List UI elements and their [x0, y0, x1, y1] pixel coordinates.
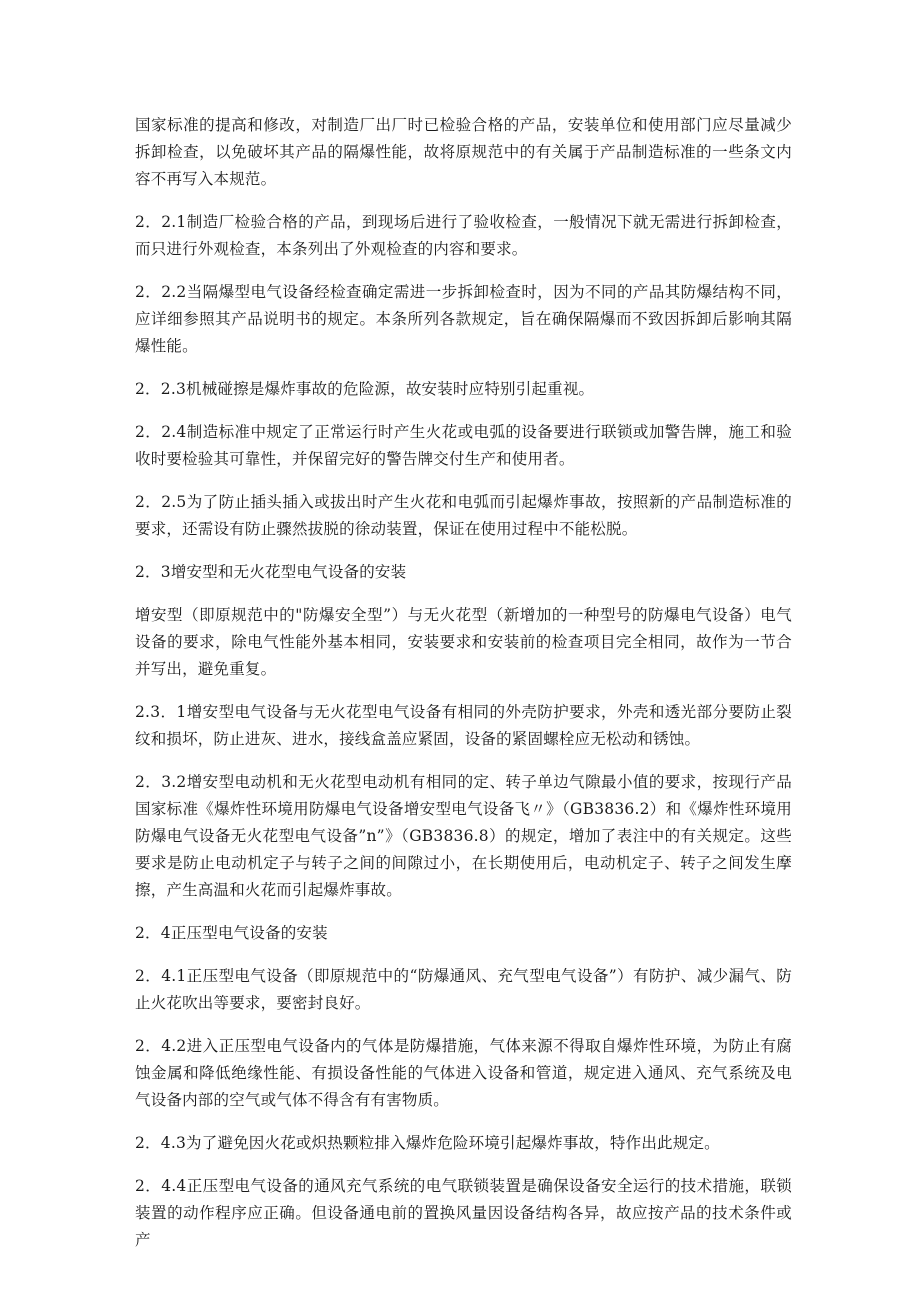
paragraph-2-3-1: 2.3．1增安型电气设备与无火花型电气设备有相同的外壳防护要求，外壳和透光部分要防止裂纹和损坏，防止进灰、进水，接线盒盖应紧固，设备的紧固螺栓应无松动和锈蚀。 [135, 703, 792, 748]
paragraph-2-4-2: 2．4.2进入正压型电气设备内的气体是防爆措施，气体来源不得取自爆炸性环境，为防止有腐蚀金属和降低绝缘性能、有损设备性能的气体进入设备和管道，规定进入通风、充气系统及电气设备内部的空气或气体不得含有有害物质。 [135, 1037, 792, 1109]
paragraph-2-2-4: 2．2.4制造标准中规定了正常运行时产生火花或电弧的设备要进行联锁或加警告牌，施工和验收时要检验其可靠性，并保留完好的警告牌交付生产和使用者。 [135, 423, 792, 468]
paragraph-2-4-4: 2．4.4正压型电气设备的通风充气系统的电气联锁装置是确保设备安全运行的技术措施，联锁装置的动作程序应正确。但设备通电前的置换风量因设备结构各异，故应按产品的技术条件或产 [135, 1177, 792, 1249]
section-heading-2-3: 2．3增安型和无火花型电气设备的安装 [135, 563, 407, 581]
paragraph-2-2-3: 2．2.3机械碰擦是爆炸事故的危险源，故安装时应特别引起重视。 [135, 380, 595, 398]
paragraph-2-2-2: 2．2.2当隔爆型电气设备经检查确定需进一步拆卸检查时，因为不同的产品其防爆结构不同，应详细参照其产品说明书的规定。本条所列各款规定，旨在确保隔爆而不致因拆卸后影响其隔爆性能。 [135, 283, 792, 355]
paragraph-2-4-1: 2．4.1正压型电气设备（即原规范中的“防爆通风、充气型电气设备”）有防护、减少漏气、防止火花吹出等要求，要密封良好。 [135, 967, 792, 1012]
paragraph-2-2-5: 2．2.5为了防止插头插入或拔出时产生火花和电弧而引起爆炸事故，按照新的产品制造标准的要求，还需设有防止骤然拔脱的徐动装置，保证在使用过程中不能松脱。 [135, 493, 792, 538]
paragraph-2-3-intro: 增安型（即原规范中的"防爆安全型”）与无火花型（新增加的一种型号的防爆电气设备）电气设备的要求，除电气性能外基本相同，安装要求和安装前的检查项目完全相同，故作为一节合并写出，避免重复。 [135, 606, 792, 678]
section-heading-2-4: 2．4正压型电气设备的安装 [135, 924, 328, 942]
paragraph-2-4-3: 2．4.3为了避免因火花或炽热颗粒排入爆炸危险环境引起爆炸事故，特作出此规定。 [135, 1134, 720, 1152]
paragraph-intro: 国家标准的提高和修改，对制造厂出厂时已检验合格的产品，安装单位和使用部门应尽量减少拆卸检查，以免破坏其产品的隔爆性能，故将原规范中的有关属于产品制造标准的一些条文内容不再写入本规范。 [135, 116, 792, 188]
paragraph-2-3-2: 2．3.2增安型电动机和无火花型电动机有相同的定、转子单边气隙最小值的要求，按现行产品国家标准《爆炸性环境用防爆电气设备增安型电气设备飞〃》（GB3836.2）和《爆炸性环境用防爆电气设备无火花型电气设备”n”》（GB3836.8）的规定，增加了表注中的有关规定。这些要求是防止电动机定子与转子之间的间隙过小，在长期使用后，电动机定子、转子之间发生摩擦，产生高温和火花而引起爆炸事故。 [135, 773, 792, 899]
paragraph-2-2-1: 2．2.1制造厂检验合格的产品，到现场后进行了验收检查，一般情况下就无需进行拆卸检查，而只进行外观检查，本条列出了外观检查的内容和要求。 [135, 213, 792, 258]
